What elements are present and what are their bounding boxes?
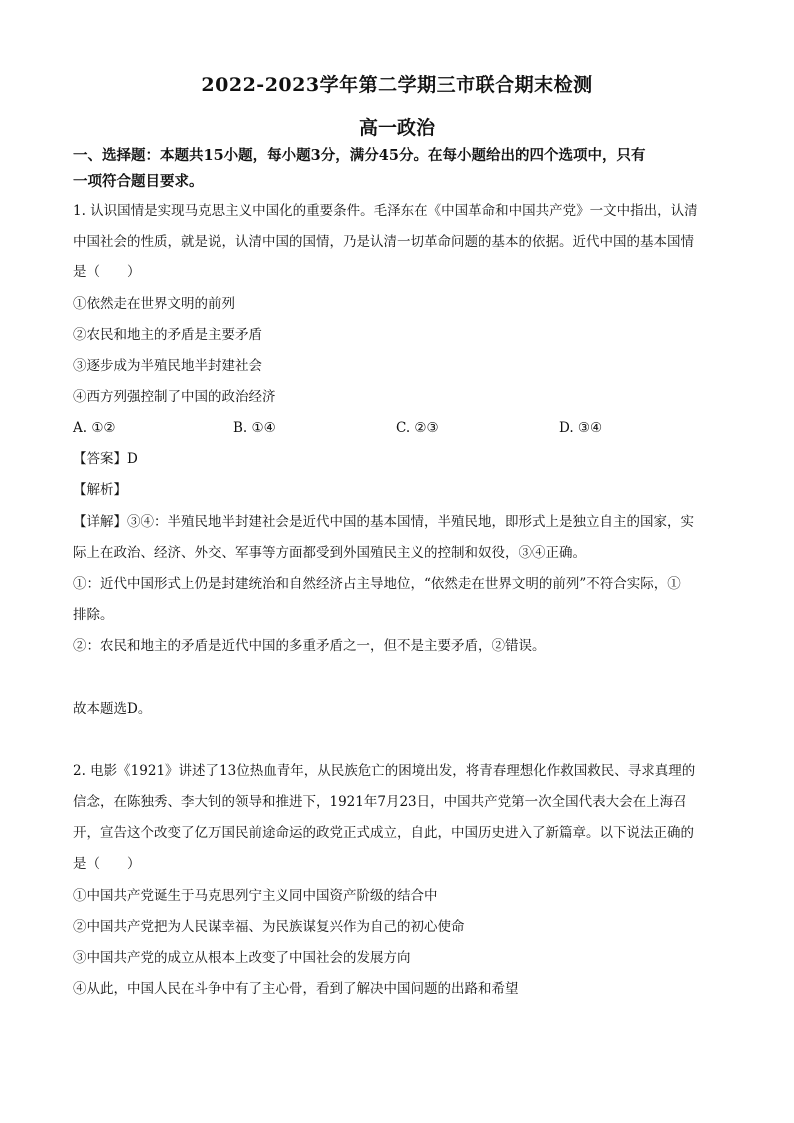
q1-answer: 【答案】D <box>73 451 138 467</box>
q2-stem-line-1: 2. 电影《1921》讲述了13位热血青年，从民族危亡的困境出发，将青春理想化作救国救民、寻求真理的 <box>73 763 696 779</box>
q2-item-4: ④从此，中国人民在斗争中有了主心骨，看到了解决中国问题的出路和希望 <box>73 981 519 997</box>
page-title: 2022-2023学年第二学期三市联合期末检测 <box>201 74 593 96</box>
q1-item-1: ①依然走在世界文明的前列 <box>73 296 235 312</box>
q1-stem-line-3: 是（ ） <box>73 264 141 280</box>
q1-detail-line-3: ①：近代中国形式上仍是封建统治和自然经济占主导地位，“依然走在世界文明的前列”不符合实际，① <box>73 576 681 592</box>
q2-item-1: ①中国共产党诞生于马克思列宁主义同中国资产阶级的结合中 <box>73 888 438 904</box>
q1-option-c: C. ②③ <box>396 420 439 436</box>
q2-stem-line-2: 信念，在陈独秀、李大钊的领导和推进下，1921年7月23日，中国共产党第一次全国代表大会在上海召 <box>73 794 687 810</box>
q1-detail-line-1: 【详解】③④：半殖民地半封建社会是近代中国的基本国情，半殖民地，即形式上是独立自主的国家，实 <box>73 514 694 530</box>
q1-stem-line-1: 1. 认识国情是实现马克思主义中国化的重要条件。毛泽东在《中国革命和中国共产党》一文中指出，认清 <box>73 203 698 219</box>
page-subtitle: 高一政治 <box>358 117 435 139</box>
section-heading-line-1: 一、选择题：本题共15小题，每小题3分，满分45分。在每小题给出的四个选项中，只有 <box>73 147 646 164</box>
q1-detail-line-2: 际上在政治、经济、外交、军事等方面都受到外国殖民主义的控制和奴役，③④正确。 <box>73 545 586 561</box>
q1-option-a: A. ①② <box>73 420 116 436</box>
q2-stem-line-3: 开，宣告这个改变了亿万国民前途命运的政党正式成立，自此，中国历史进入了新篇章。以下说法正确的 <box>73 825 694 841</box>
q1-item-4: ④西方列强控制了中国的政治经济 <box>73 389 276 405</box>
q1-analysis-label: 【解析】 <box>73 482 127 498</box>
q2-stem-line-4: 是（ ） <box>73 856 141 872</box>
q1-stem-line-2: 中国社会的性质，就是说，认清中国的国情，乃是认清一切革命问题的基本的依据。近代中国的基本国情 <box>73 234 694 250</box>
section-heading-line-2: 一项符合题目要求。 <box>73 173 204 190</box>
q1-item-2: ②农民和地主的矛盾是主要矛盾 <box>73 327 262 343</box>
q1-item-3: ③逐步成为半殖民地半封建社会 <box>73 358 262 374</box>
q1-option-d: D. ③④ <box>559 420 603 436</box>
q2-item-3: ③中国共产党的成立从根本上改变了中国社会的发展方向 <box>73 950 411 966</box>
q1-option-b: B. ①④ <box>233 420 276 436</box>
q1-detail-line-5: ②：农民和地主的矛盾是近代中国的多重矛盾之一，但不是主要矛盾，②错误。 <box>73 638 546 654</box>
q2-item-2: ②中国共产党把为人民谋幸福、为民族谋复兴作为自己的初心使命 <box>73 919 465 935</box>
q1-conclusion: 故本题选D。 <box>73 701 152 717</box>
q1-detail-line-4: 排除。 <box>73 607 114 623</box>
